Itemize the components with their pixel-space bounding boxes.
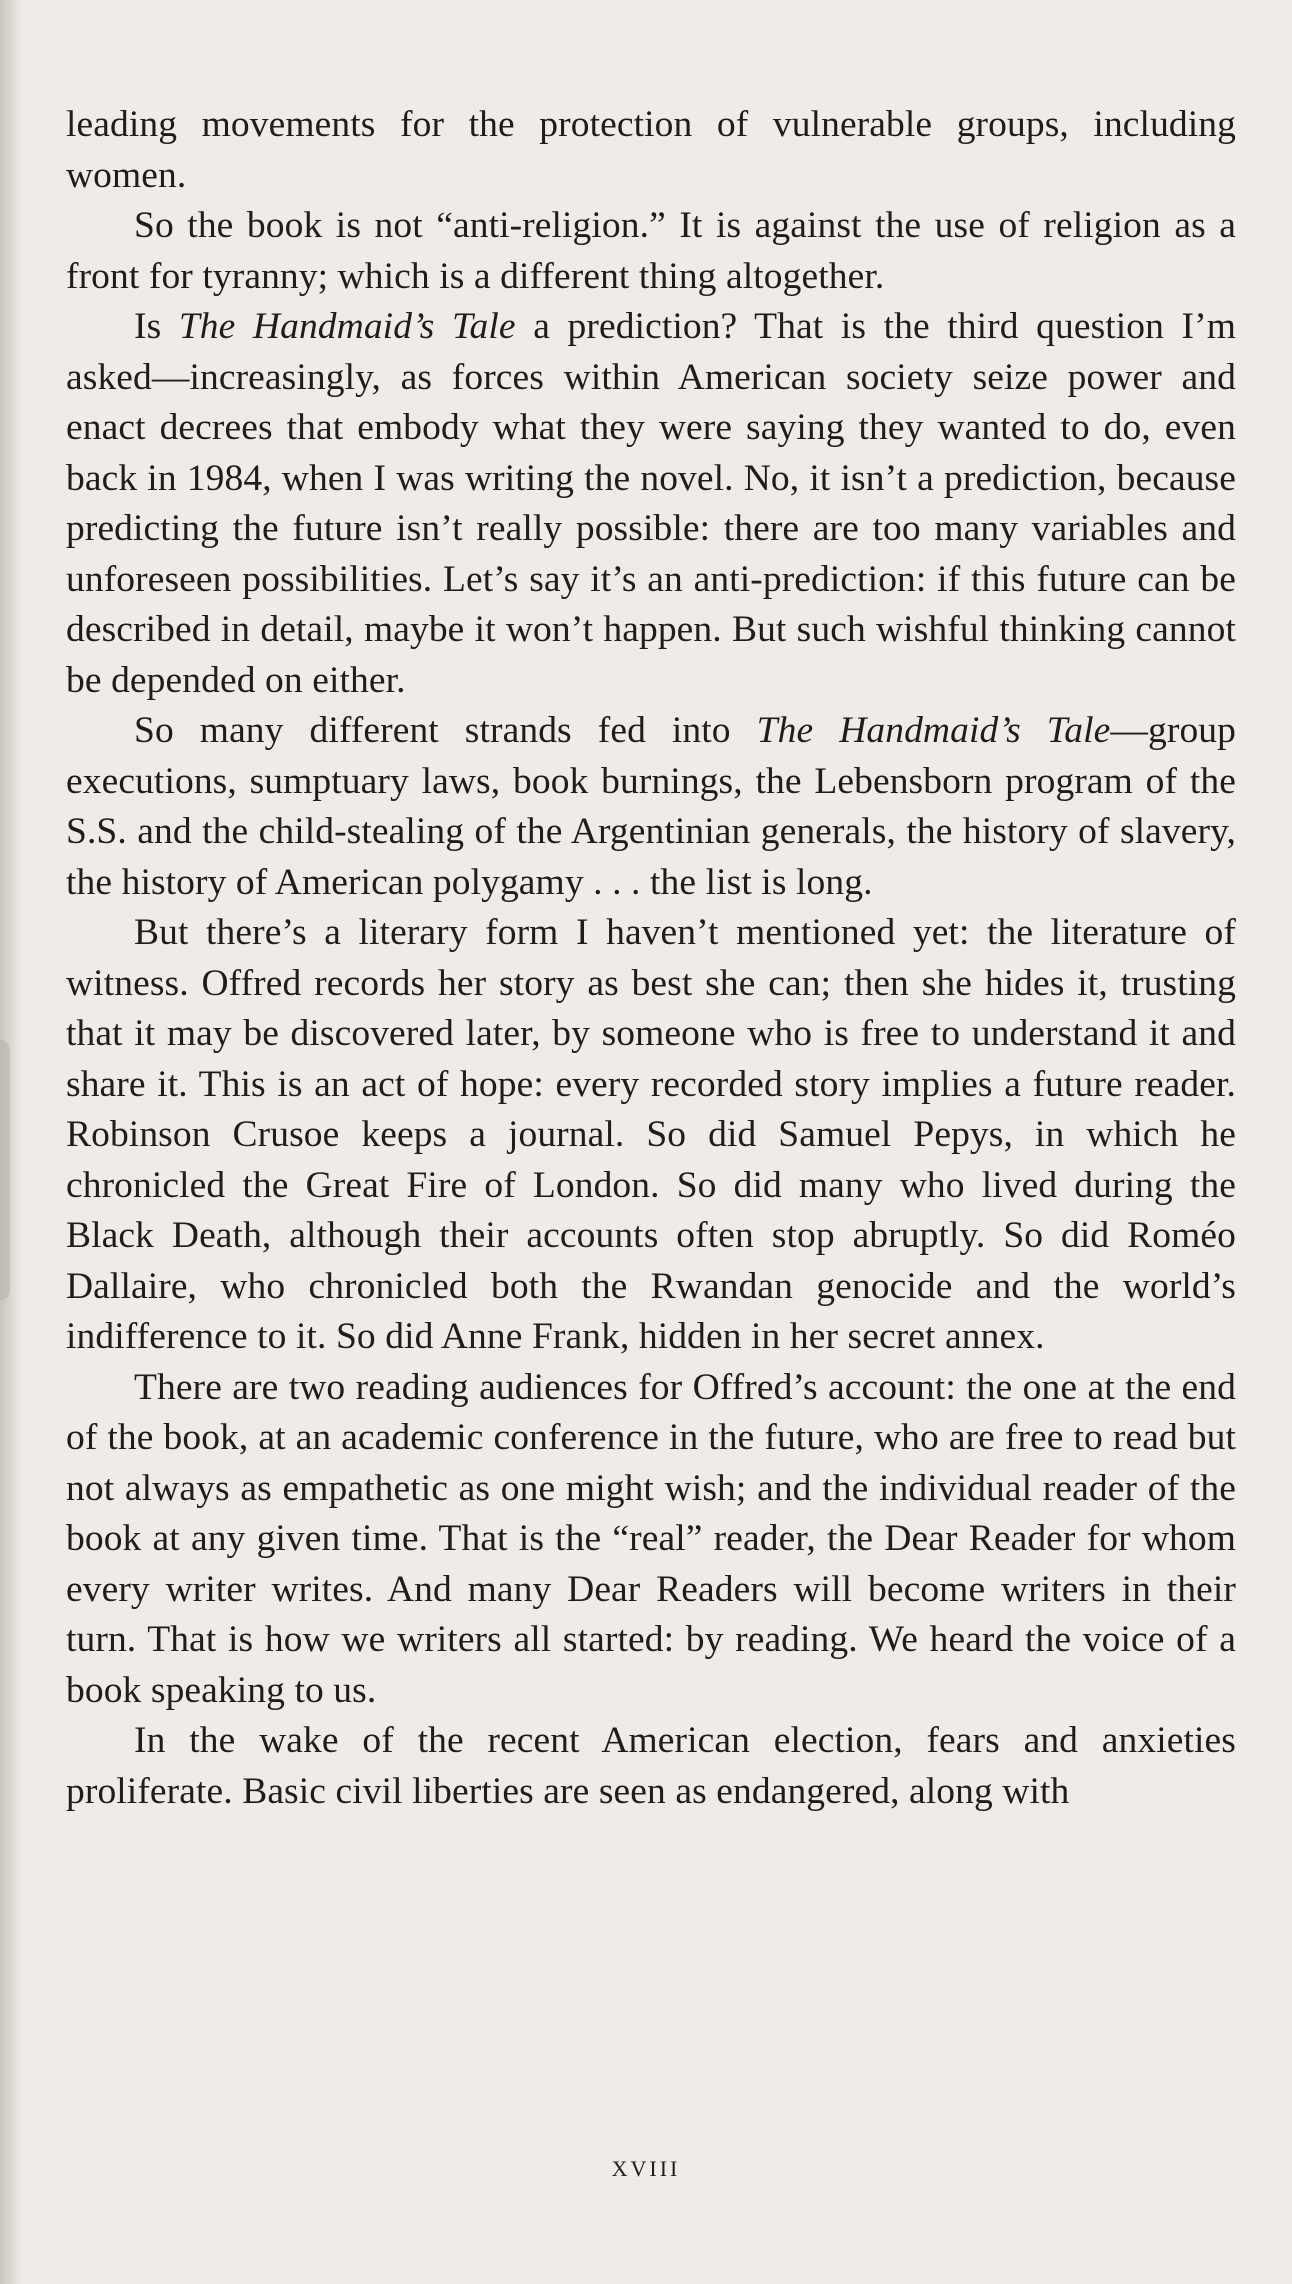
paragraph-continuation bbox=[66, 100, 1236, 201]
text-run: —group executions, sumptuary laws, book burnings, the Lebensborn program of the S.S. and the child-stealing of the Argentinian generals, the history of slavery, the history of American polygamy . . . the list is long. bbox=[66, 710, 1236, 903]
text-run: So the book is not “anti-religion.” It is against the use of religion as a front for tyranny; which is a different thing altogether. bbox=[66, 205, 1236, 297]
paragraph-literature-of-witness bbox=[66, 908, 1236, 1363]
text-run: There are two reading audiences for Offred’s account: the one at the end of the book, at an academic conference in the future, who are free to read but not always as empathetic as one might wish; and the individual reader of the book at any given time. That is the “real” reader, the Dear Reader for whom every writer writes. And many Dear Readers will become writers in their turn. That is how we writers all started: by reading. We heard the voice of a book speaking to us. bbox=[66, 1366, 1236, 1711]
paragraph-prediction bbox=[66, 302, 1236, 706]
page-number: XVIII bbox=[611, 2156, 681, 2181]
paragraph-election bbox=[66, 1716, 1236, 1817]
paragraph-strands bbox=[66, 706, 1236, 908]
body-text bbox=[66, 100, 1236, 1817]
text-run: leading movements for the protection of vulnerable groups, including women. bbox=[66, 104, 1236, 196]
text-run: a prediction? That is the third question I’m asked—increasingly, as forces within American society seize power and enact decrees that embody what they were saying they wanted to do, even back in 1984, when I was writing the novel. No, it isn’t a prediction, because predicting the future isn’t really possible: there are too many variables and unforeseen possibilities. Let’s say it’s an anti-prediction: if this future can be described in detail, maybe it won’t happen. But such wishful thinking cannot be depended on either. bbox=[66, 306, 1236, 701]
book-title-italic: The Handmaid’s Tale bbox=[178, 306, 516, 347]
text-run: So many different strands fed into bbox=[134, 710, 757, 751]
text-run: Is bbox=[134, 306, 179, 347]
text-run: In the wake of the recent American election, fears and anxieties proliferate. Basic civil liberties are seen as endangered, along with bbox=[66, 1720, 1236, 1812]
paragraph-anti-religion bbox=[66, 201, 1236, 302]
book-title-italic: The Handmaid’s Tale bbox=[756, 710, 1111, 751]
text-run: But there’s a literary form I haven’t mentioned yet: the literature of witness. Offred records her story as best she can; then she hides it, trusting that it may be discovered later, by someone who is free to understand it and share it. This is an act of hope: every recorded story implies a future reader. Robinson Crusoe keeps a journal. So did Samuel Pepys, in which he chronicled the Great Fire of London. So did many who lived during the Black Death, although their accounts often stop abruptly. So did Roméo Dallaire, who chronicled both the Rwandan genocide and the world’s indifference to it. So did Anne Frank, hidden in her secret annex. bbox=[66, 912, 1236, 1357]
facing-page-edge bbox=[0, 1040, 10, 1300]
paragraph-reading-audiences bbox=[66, 1363, 1236, 1717]
